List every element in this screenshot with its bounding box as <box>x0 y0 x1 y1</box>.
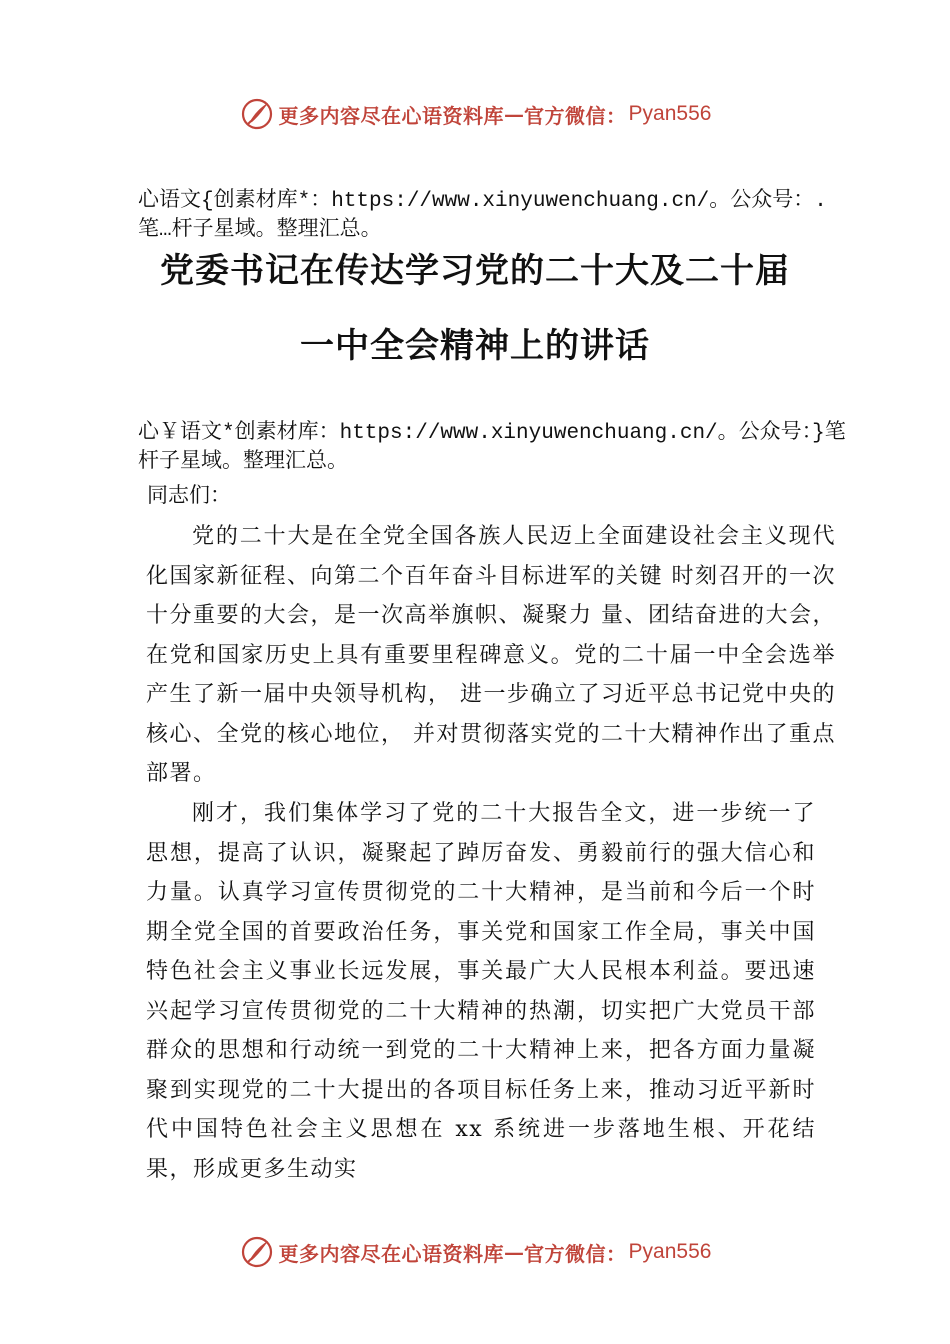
quill-circle-logo-icon <box>239 1234 275 1270</box>
header-banner[interactable] <box>0 92 950 136</box>
banner-dash: — <box>504 102 525 126</box>
banner-text: 更多内容尽在心语资料库 <box>278 1241 505 1266</box>
body-paragraph: 党的二十大是在全党全国各族人民迈上全面建设社会主义现代化国家新征程、向第二个百年奋斗目标进军的关键 时刻召开的一次十分重要的大会，是一次高举旗帜、凝聚力 量、团结奋进的大会，在党和国家历史上具有重要里程碑意义。党的二十届一中全会选举产生了新一届中央领导机构， 进一步确立了习近平总书记党中央的核心、全党的核心地位， 并对贯彻落实党的二十大精神作出了重点部署。 <box>146 524 836 786</box>
doc-title-line-1: 党委书记在传达学习党的二十大及二十届 <box>160 251 790 291</box>
source-note-mid: 心￥语文*创素材库：https://www.xinyuwenchuang.cn/。公众号：}笔杆子星域。整理汇总。 <box>138 422 846 474</box>
source-note-top: 心语文{创素材库*：https://www.xinyuwenchuang.cn/。公众号：.笔…杆子星域。整理汇总。 <box>138 190 827 242</box>
quill-circle-logo-icon <box>239 96 275 132</box>
doc-title-line-2: 一中全会精神上的讲话 <box>300 326 650 366</box>
banner-text: 更多内容尽在心语资料库 <box>278 103 505 128</box>
banner-wechat-label: 官方微信： <box>524 1241 627 1266</box>
body-paragraph: 刚才，我们集体学习了党的二十大报告全文，进一步统一了思想，提高了认识，凝聚起了踔厉奋发、勇毅前行的强大信心和力量。认真学习宣传贯彻党的二十大精神，是当前和今后一个时期全党全国的首要政治任务，事关党和国家工作全局，事关中国特色社会主义事业长远发展，事关最广大人民根本利益。要迅速兴起学习宣传贯彻党的二十大精神的热潮，切实把广大党员干部群众的思想和行动统一到党的二十大精神上来，把各方面力量凝聚到实现党的二十大提出的各项目标任务上来，推动习近平新时代中国特色社会主义思想在 xx 系统进一步落地生根、开花结果，形成更多生动实 <box>146 801 816 1182</box>
banner-handle: Pyan556 <box>628 102 712 125</box>
banner-wechat-label: 官方微信： <box>524 103 627 128</box>
footer-banner[interactable] <box>0 1230 950 1274</box>
salutation: 同志们： <box>147 483 231 507</box>
banner-handle: Pyan556 <box>628 1240 712 1263</box>
banner-dash: — <box>504 1240 525 1264</box>
